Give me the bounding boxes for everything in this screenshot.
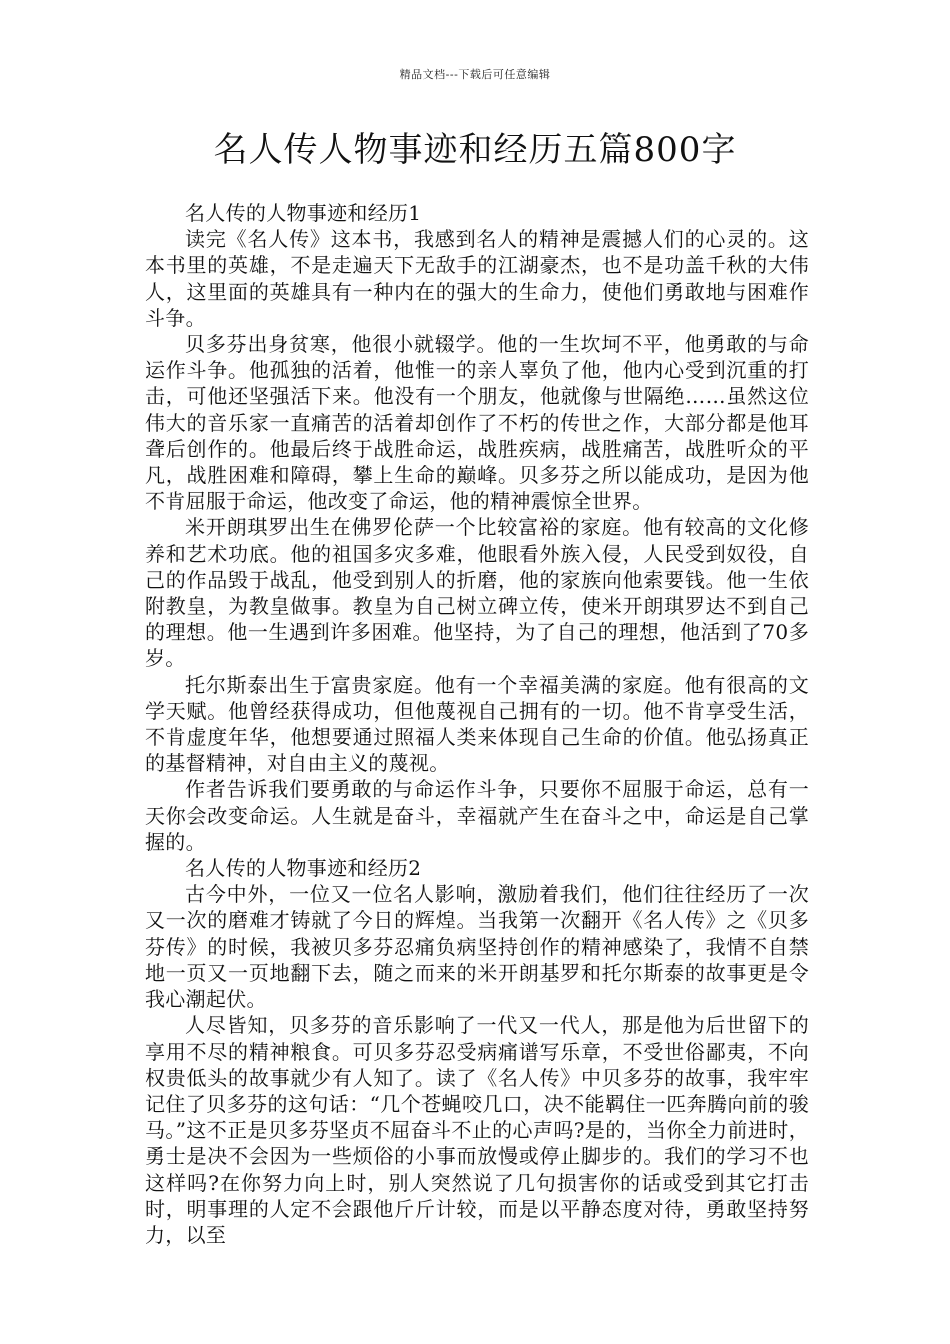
document-title: 名人传人物事迹和经历五篇800字 <box>213 130 737 170</box>
paragraph: 读完《名人传》这本书，我感到名人的精神是震撼人们的心灵的。这本书里的英雄，不是走遍天下无敌手的江湖豪杰，也不是功盖千秋的大伟人，这里面的英雄具有一种内在的强大的生命力，使他们勇敢地与困难作斗争。 <box>145 227 809 330</box>
paragraph: 人尽皆知，贝多芬的音乐影响了一代又一代人，那是他为后世留下的享用不尽的精神粮食。可贝多芬忍受病痛谱写乐章，不受世俗鄙夷，不向权贵低头的故事就少有人知了。读了《名人传》中贝多芬的故事，我牢牢记住了贝多芬的这句话：“几个苍蝇咬几口，决不能羁住一匹奔腾向前的骏马。”这不正是贝多芬坚贞不屈奋斗不止的心声吗?是的，当你全力前进时，勇士是决不会因为一些烦俗的小事而放慢或停止脚步的。我们的学习不也这样吗?在你努力向上时，别人突然说了几句损害你的话或受到其它打击时，明事理的人定不会跟他斤斤计较，而是以平静态度对待，勇敢坚持努力，以至 <box>145 1013 809 1247</box>
paragraph: 米开朗琪罗出生在佛罗伦萨一个比较富裕的家庭。他有较高的文化修养和艺术功底。他的祖国多灾多难，他眼看外族入侵，人民受到奴役，自己的作品毁于战乱，他受到别人的折磨，他的家族向他索要钱。他一生依附教皇，为教皇做事。教皇为自己树立碑立传，使米开朗琪罗达不到自己的理想。他一生遇到许多困难。他坚持，为了自己的理想，他活到了70多岁。 <box>145 515 809 671</box>
section-heading-1: 名人传的人物事迹和经历1 <box>185 201 422 225</box>
paragraph: 作者告诉我们要勇敢的与命运作斗争，只要你不屈服于命运，总有一天你会改变命运。人生就是奋斗，幸福就产生在奋斗之中，命运是自己掌握的。 <box>145 777 809 854</box>
document-body <box>145 200 809 1248</box>
paragraph: 古今中外，一位又一位名人影响，激励着我们，他们往往经历了一次又一次的磨难才铸就了今日的辉煌。当我第一次翻开《名人传》之《贝多芬传》的时候，我被贝多芬忍痛负病坚持创作的精神感染了，我情不自禁地一页又一页地翻下去，随之而来的米开朗基罗和托尔斯泰的故事更是令我心潮起伏。 <box>145 882 809 1012</box>
section-heading-2: 名人传的人物事迹和经历2 <box>185 856 422 881</box>
paragraph: 托尔斯泰出生于富贵家庭。他有一个幸福美满的家庭。他有很高的文学天赋。他曾经获得成功，但他蔑视自己拥有的一切。他不肯享受生活，不肯虚度年华，他想要通过照福人类来体现自己生命的价值。他弘扬真正的基督精神，对自由主义的蔑视。 <box>145 672 809 776</box>
header-note: 精品文档---下载后可任意编辑 <box>399 68 551 81</box>
paragraph: 贝多芬出身贫寒，他很小就辍学。他的一生坎坷不平，他勇敢的与命运作斗争。他孤独的活着，他惟一的亲人辜负了他，他内心受到沉重的打击，可他还坚强活下来。他没有一个朋友，他就像与世隔绝……虽然这位伟大的音乐家一直痛苦的活着却创作了不朽的传世之作，大部分都是他耳聋后创作的。他最后终于战胜命运，战胜疾病，战胜痛苦，战胜听众的平凡，战胜困难和障碍，攀上生命的巅峰。贝多芬之所以能成功，是因为他不肯屈服于命运，他改变了命运，他的精神震惊全世界。 <box>145 332 809 514</box>
